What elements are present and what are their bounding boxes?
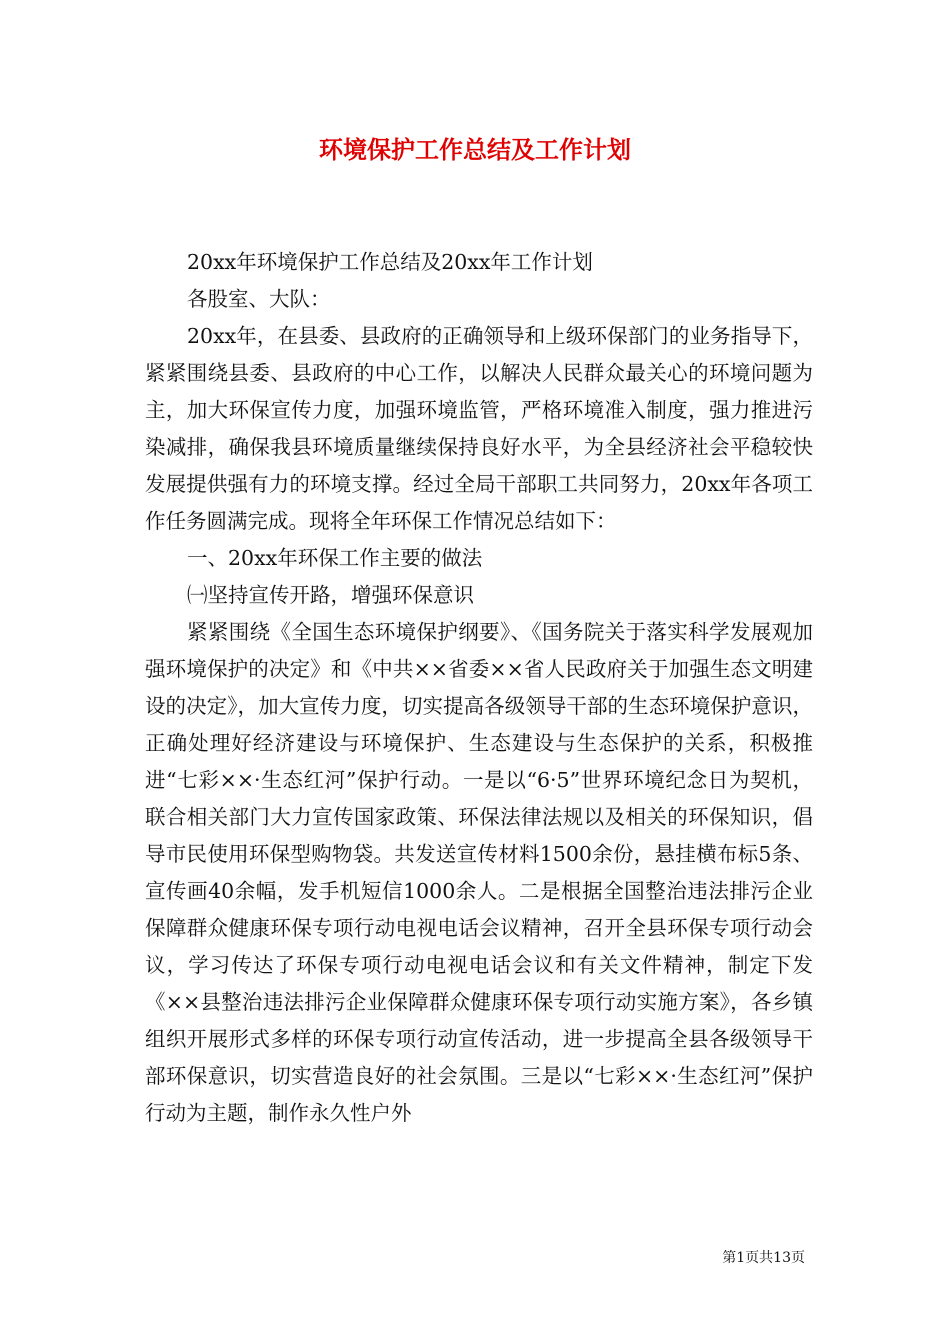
paragraph-intro: 20xx年，在县委、县政府的正确领导和上级环保部门的业务指导下，紧紧围绕县委、县政府的中心工作，以解决人民群众最关心的环境问题为主，加大环保宣传力度，加强环境监管，严格环境准入制度，强力推进污染减排，确保我县环境质量继续保持良好水平，为全县经济社会平稳较快发展提供强有力的环境支撑。经过全局干部职工共同努力，20xx年各项工作任务圆满完成。现将全年环保工作情况总结如下：	[145, 324, 813, 533]
document-subtitle: 20xx年环境保护工作总结及20xx年工作计划	[187, 250, 593, 274]
document-body	[145, 244, 813, 1132]
page-footer: 第1页共13页	[722, 1250, 805, 1266]
section-heading: 一、20xx年环保工作主要的做法	[187, 546, 483, 570]
document-title: 环境保护工作总结及工作计划	[319, 135, 631, 164]
subsection-heading: ㈠坚持宣传开路，增强环保意识	[187, 583, 474, 607]
salutation: 各股室、大队：	[187, 287, 331, 311]
paragraph-publicity: 紧紧围绕《全国生态环境保护纲要》、《国务院关于落实科学发展观加强环境保护的决定》和《中共××省委××省人民政府关于加强生态文明建设的决定》，加大宣传力度，切实提高各级领导干部的生态环境保护意识，正确处理好经济建设与环境保护、生态建设与生态保护的关系，积极推进“七彩××·生态红河”保护行动。一是以“6·5”世界环境纪念日为契机，联合相关部门大力宣传国家政策、环保法律法规以及相关的环保知识，倡导市民使用环保型购物袋。共发送宣传材料1500余份，悬挂横布标5条、宣传画40余幅，发手机短信1000余人。二是根据全国整治违法排污企业保障群众健康环保专项行动电视电话会议精神，召开全县环保专项行动会议，学习传达了环保专项行动电视电话会议和有关文件精神，制定下发《××县整治违法排污企业保障群众健康环保专项行动实施方案》，各乡镇组织开展形式多样的环保专项行动宣传活动，进一步提高全县各级领导干部环保意识，切实营造良好的社会氛围。三是以“七彩××·生态红河”保护行动为主题，制作永久性户外	[145, 620, 813, 1125]
